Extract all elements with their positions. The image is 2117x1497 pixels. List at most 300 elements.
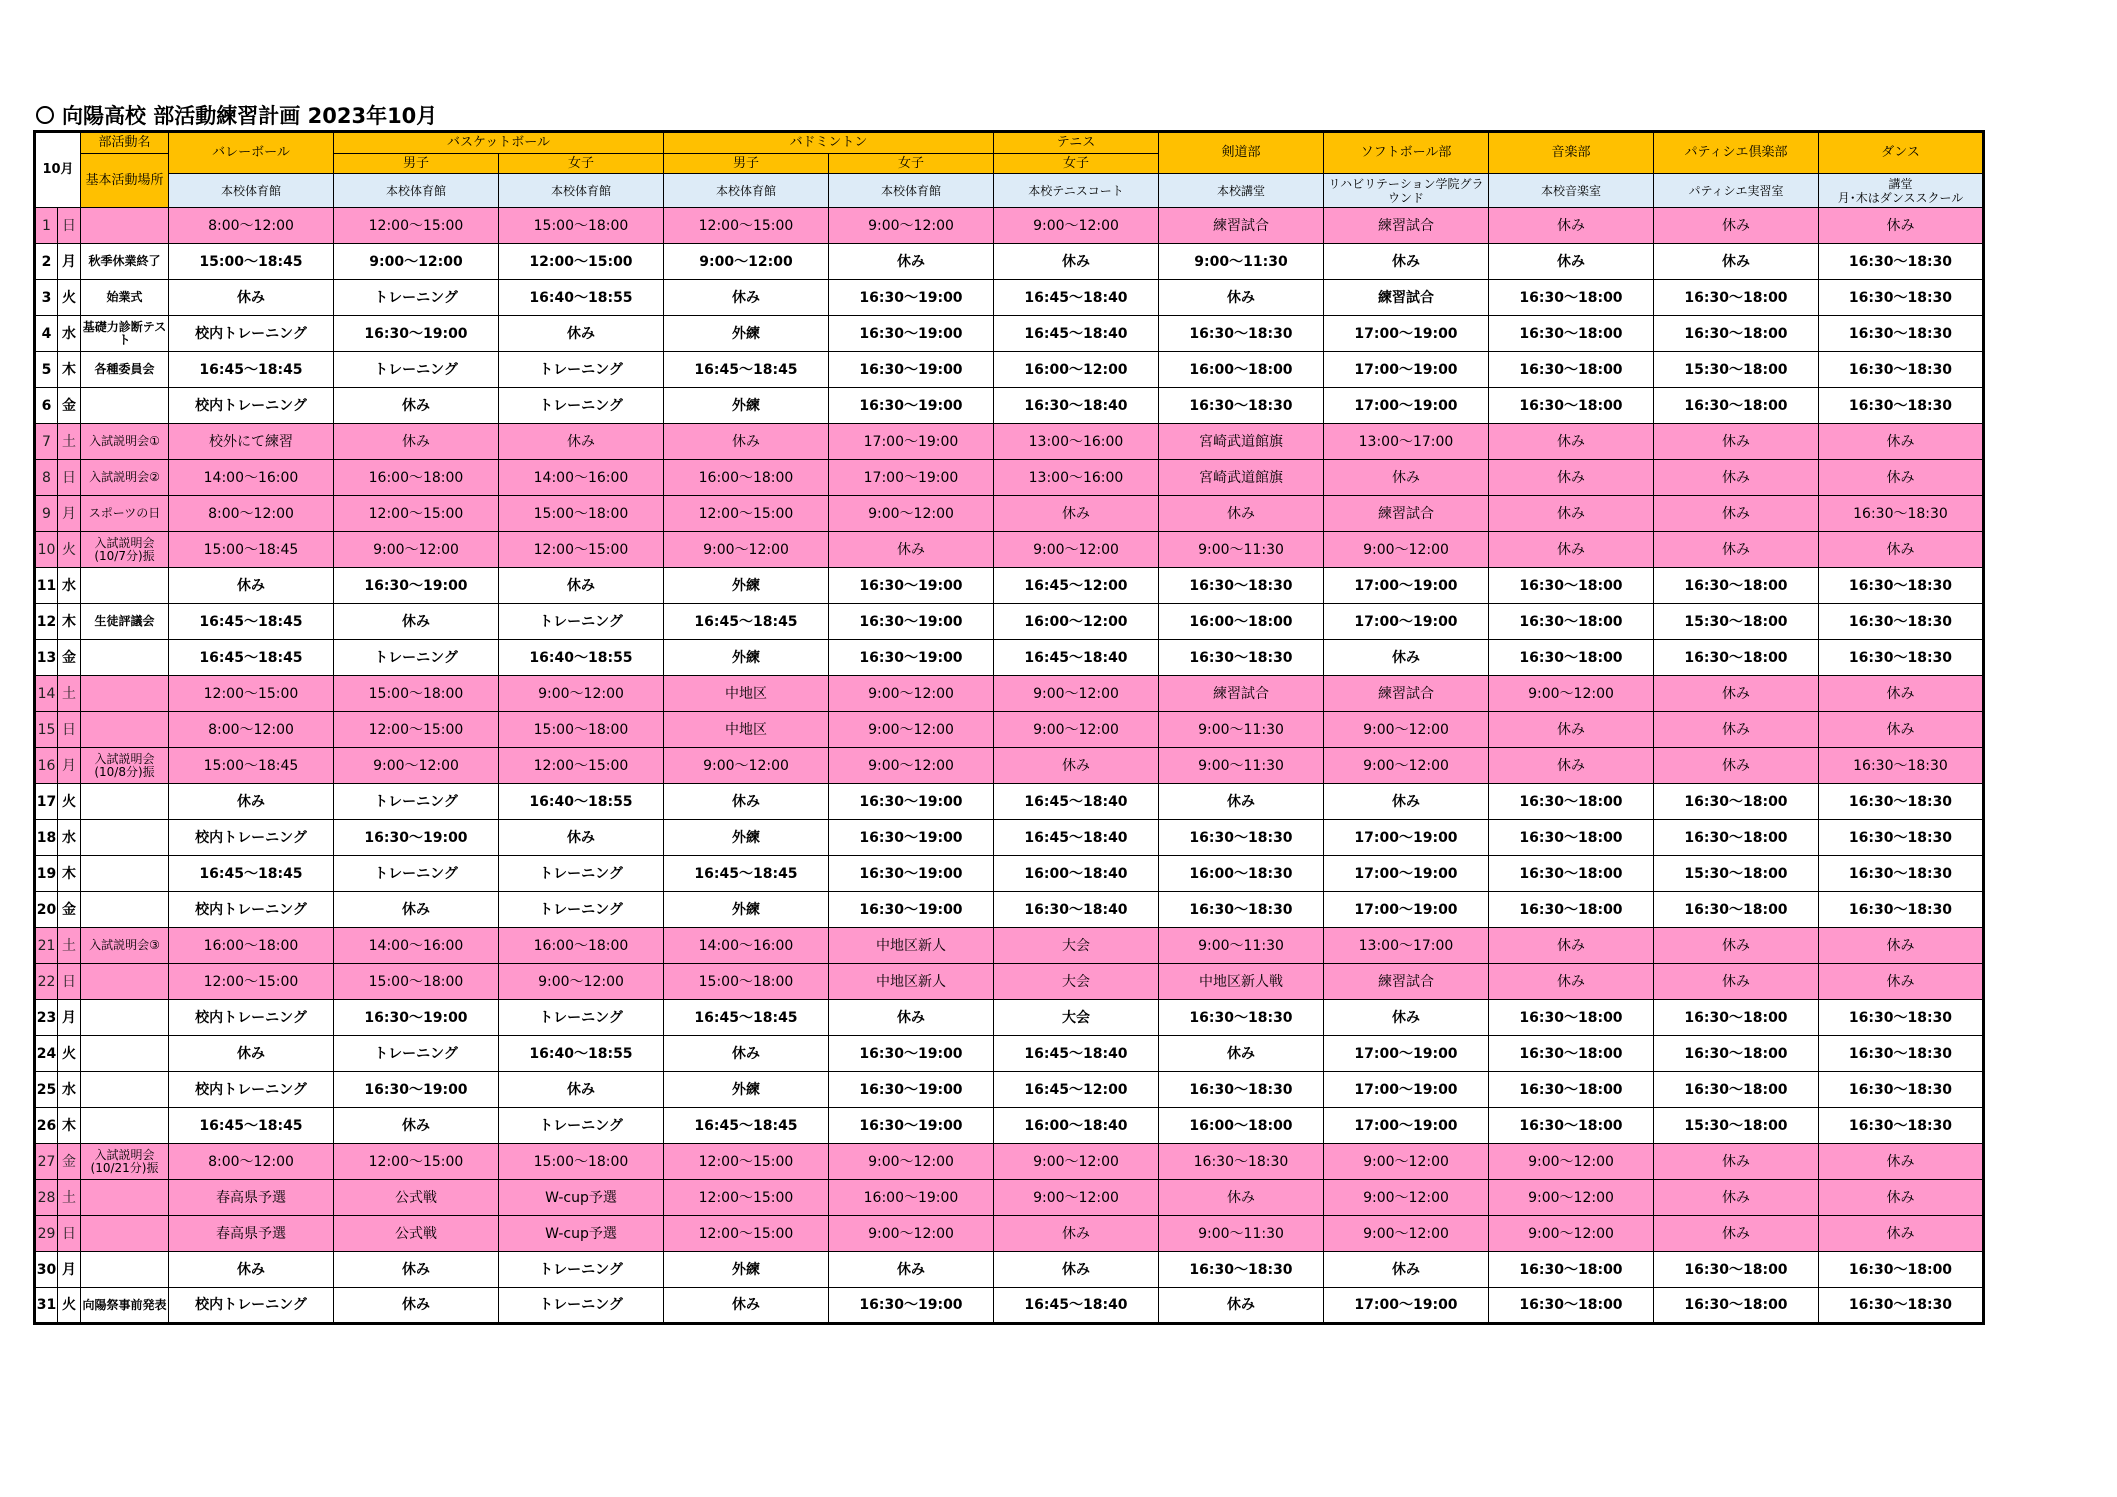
circle-bullet-icon: [36, 106, 54, 124]
day-number: 21: [35, 928, 58, 964]
schedule-cell: 16:00～18:00: [169, 928, 334, 964]
schedule-cell: 16:30～18:30: [1159, 316, 1324, 352]
schedule-cell: 休み: [1654, 244, 1819, 280]
schedule-cell: 16:40～18:55: [499, 280, 664, 316]
schedule-cell: 休み: [1489, 928, 1654, 964]
schedule-cell: 休み: [1819, 1216, 1984, 1252]
schedule-cell: 宮崎武道館旗: [1159, 424, 1324, 460]
schedule-cell: 9:00～12:00: [1324, 532, 1489, 568]
schedule-cell: 16:30～18:30: [1819, 1036, 1984, 1072]
schedule-cell: 16:40～18:55: [499, 784, 664, 820]
schedule-cell: 休み: [1159, 496, 1324, 532]
schedule-cell: 休み: [1654, 460, 1819, 496]
location-cell: 本校講堂: [1159, 174, 1324, 208]
table-row: [35, 1036, 1984, 1072]
event-cell: 生徒評議会: [81, 604, 169, 640]
schedule-cell: 16:30～18:00: [1654, 316, 1819, 352]
schedule-cell: 8:00～12:00: [169, 208, 334, 244]
schedule-cell: 17:00～19:00: [1324, 568, 1489, 604]
schedule-cell: 9:00～12:00: [829, 748, 994, 784]
schedule-cell: 17:00～19:00: [1324, 604, 1489, 640]
day-number: 1: [35, 208, 58, 244]
schedule-cell: 17:00～19:00: [1324, 820, 1489, 856]
event-cell: 秋季休業終了: [81, 244, 169, 280]
day-number: 22: [35, 964, 58, 1000]
schedule-cell: 16:30～18:00: [1489, 640, 1654, 676]
schedule-cell: 16:45～12:00: [994, 1072, 1159, 1108]
schedule-cell: 休み: [169, 568, 334, 604]
weekday: 金: [58, 1144, 81, 1180]
event-cell: 基礎力診断テスト: [81, 316, 169, 352]
schedule-cell: 16:00～18:40: [994, 1108, 1159, 1144]
club-badminton: バドミントン: [664, 132, 994, 154]
schedule-cell: 休み: [1654, 1216, 1819, 1252]
schedule-cell: 16:45～18:40: [994, 784, 1159, 820]
schedule-cell: 校内トレーニング: [169, 388, 334, 424]
day-number: 31: [35, 1288, 58, 1324]
schedule-cell: 16:30～18:00: [1489, 784, 1654, 820]
weekday: 月: [58, 1252, 81, 1288]
schedule-cell: 16:30～19:00: [829, 1108, 994, 1144]
schedule-cell: 16:30～18:30: [1159, 388, 1324, 424]
schedule-cell: 8:00～12:00: [169, 1144, 334, 1180]
schedule-cell: 15:00～18:00: [499, 496, 664, 532]
schedule-cell: 練習試合: [1324, 280, 1489, 316]
table-row: [35, 352, 1984, 388]
schedule-cell: 9:00～12:00: [994, 1144, 1159, 1180]
schedule-cell: 休み: [994, 244, 1159, 280]
page-title: [36, 100, 437, 130]
schedule-cell: 休み: [1819, 712, 1984, 748]
schedule-cell: 16:00～12:00: [994, 604, 1159, 640]
schedule-cell: 15:00～18:00: [334, 964, 499, 1000]
table-row: [35, 568, 1984, 604]
schedule-cell: 16:30～19:00: [829, 892, 994, 928]
schedule-cell: 16:00～18:00: [1159, 604, 1324, 640]
schedule-cell: 休み: [1489, 712, 1654, 748]
schedule-cell: トレーニング: [334, 856, 499, 892]
event-cell: 入試説明会①: [81, 424, 169, 460]
sub-badminton-girls: 女子: [829, 154, 994, 174]
schedule-cell: 12:00～15:00: [664, 1216, 829, 1252]
schedule-cell: 9:00～12:00: [1324, 1180, 1489, 1216]
location-cell: 本校体育館: [664, 174, 829, 208]
weekday: 日: [58, 712, 81, 748]
schedule-cell: トレーニング: [499, 1288, 664, 1324]
schedule-cell: 16:30～18:30: [1819, 280, 1984, 316]
schedule-cell: トレーニング: [499, 892, 664, 928]
schedule-cell: 16:30～18:30: [1819, 1288, 1984, 1324]
schedule-cell: 13:00～17:00: [1324, 424, 1489, 460]
schedule-cell: トレーニング: [499, 352, 664, 388]
schedule-cell: 15:00～18:45: [169, 748, 334, 784]
event-cell: [81, 640, 169, 676]
schedule-cell: 9:00～12:00: [829, 208, 994, 244]
schedule-cell: 16:30～18:30: [1819, 892, 1984, 928]
schedule-cell: 16:30～19:00: [829, 1072, 994, 1108]
schedule-cell: 公式戦: [334, 1180, 499, 1216]
schedule-cell: 休み: [1489, 460, 1654, 496]
schedule-cell: 休み: [1819, 460, 1984, 496]
schedule-cell: 中地区新人: [829, 928, 994, 964]
schedule-cell: 休み: [1159, 784, 1324, 820]
table-row: [35, 784, 1984, 820]
schedule-cell: 休み: [1654, 964, 1819, 1000]
table-row: [35, 388, 1984, 424]
schedule-cell: トレーニング: [334, 352, 499, 388]
day-number: 26: [35, 1108, 58, 1144]
schedule-cell: 休み: [664, 784, 829, 820]
day-number: 9: [35, 496, 58, 532]
schedule-cell: 9:00～12:00: [1324, 712, 1489, 748]
schedule-cell: 休み: [1324, 640, 1489, 676]
schedule-cell: 12:00～15:00: [664, 1144, 829, 1180]
day-number: 30: [35, 1252, 58, 1288]
event-cell: [81, 784, 169, 820]
schedule-cell: 休み: [334, 1288, 499, 1324]
schedule-cell: 練習試合: [1159, 676, 1324, 712]
schedule-cell: 休み: [829, 244, 994, 280]
schedule-cell: 9:00～12:00: [829, 1144, 994, 1180]
schedule-cell: 16:30～18:40: [994, 892, 1159, 928]
club-kendo: 剣道部: [1159, 132, 1324, 174]
schedule-cell: 練習試合: [1324, 208, 1489, 244]
day-number: 27: [35, 1144, 58, 1180]
day-number: 5: [35, 352, 58, 388]
schedule-cell: 12:00～15:00: [334, 208, 499, 244]
schedule-cell: 休み: [1654, 712, 1819, 748]
schedule-cell: 休み: [169, 784, 334, 820]
schedule-cell: 春高県予選: [169, 1180, 334, 1216]
schedule-cell: 16:00～18:00: [664, 460, 829, 496]
schedule-cell: 16:30～19:00: [829, 820, 994, 856]
table-row: [35, 856, 1984, 892]
schedule-cell: 16:30～19:00: [829, 784, 994, 820]
schedule-cell: 16:30～19:00: [334, 316, 499, 352]
schedule-cell: 16:30～18:30: [1159, 640, 1324, 676]
weekday: 火: [58, 280, 81, 316]
weekday: 火: [58, 532, 81, 568]
schedule-cell: 16:30～18:00: [1489, 388, 1654, 424]
schedule-cell: 校内トレーニング: [169, 1072, 334, 1108]
month-label: 10月: [35, 132, 81, 208]
schedule-cell: 16:30～18:00: [1489, 604, 1654, 640]
schedule-cell: 休み: [1159, 1288, 1324, 1324]
weekday: 日: [58, 208, 81, 244]
event-cell: [81, 712, 169, 748]
day-number: 8: [35, 460, 58, 496]
schedule-cell: 8:00～12:00: [169, 712, 334, 748]
day-number: 20: [35, 892, 58, 928]
table-row: [35, 316, 1984, 352]
schedule-cell: 16:45～18:45: [664, 352, 829, 388]
schedule-cell: 13:00～16:00: [994, 424, 1159, 460]
schedule-cell: 16:30～18:00: [1654, 280, 1819, 316]
event-cell: [81, 568, 169, 604]
schedule-cell: トレーニング: [499, 1000, 664, 1036]
weekday: 土: [58, 676, 81, 712]
schedule-cell: トレーニング: [499, 856, 664, 892]
schedule-cell: 休み: [1489, 748, 1654, 784]
schedule-cell: 16:45～18:45: [169, 352, 334, 388]
schedule-cell: トレーニング: [334, 640, 499, 676]
schedule-cell: 16:30～18:30: [1819, 640, 1984, 676]
schedule-cell: 休み: [1324, 244, 1489, 280]
schedule-cell: 16:45～18:45: [664, 856, 829, 892]
schedule-cell: 休み: [334, 1108, 499, 1144]
event-cell: [81, 1252, 169, 1288]
schedule-cell: 9:00～12:00: [994, 1180, 1159, 1216]
day-number: 7: [35, 424, 58, 460]
event-cell: [81, 1000, 169, 1036]
schedule-cell: 17:00～19:00: [1324, 1072, 1489, 1108]
schedule-cell: 外練: [664, 388, 829, 424]
event-cell: [81, 1108, 169, 1144]
location-cell: 本校体育館: [334, 174, 499, 208]
schedule-cell: 16:00～19:00: [829, 1180, 994, 1216]
schedule-cell: 16:30～18:30: [1159, 1144, 1324, 1180]
event-cell: [81, 1036, 169, 1072]
schedule-cell: 16:30～18:00: [1654, 1252, 1819, 1288]
schedule-cell: 16:30～19:00: [334, 1000, 499, 1036]
club-softball: ソフトボール部: [1324, 132, 1489, 174]
schedule-cell: 12:00～15:00: [334, 1144, 499, 1180]
table-row: [35, 1072, 1984, 1108]
schedule-cell: 9:00～12:00: [994, 676, 1159, 712]
schedule-cell: 16:30～18:00: [1489, 1036, 1654, 1072]
schedule-cell: 9:00～11:30: [1159, 748, 1324, 784]
schedule-cell: 16:30～18:00: [1654, 388, 1819, 424]
schedule-cell: 16:30～19:00: [829, 856, 994, 892]
schedule-cell: 練習試合: [1159, 208, 1324, 244]
schedule-cell: 9:00～12:00: [829, 496, 994, 532]
schedule-cell: 校内トレーニング: [169, 820, 334, 856]
schedule-cell: 中地区新人戦: [1159, 964, 1324, 1000]
schedule-cell: 休み: [1654, 1180, 1819, 1216]
schedule-cell: 休み: [1489, 496, 1654, 532]
schedule-cell: 16:30～18:00: [1489, 1072, 1654, 1108]
event-cell: [81, 856, 169, 892]
schedule-cell: 16:45～18:40: [994, 1288, 1159, 1324]
weekday: 月: [58, 496, 81, 532]
table-row: [35, 1108, 1984, 1144]
schedule-cell: 16:30～18:00: [1489, 1252, 1654, 1288]
schedule-cell: 休み: [994, 496, 1159, 532]
weekday: 木: [58, 604, 81, 640]
weekday: 水: [58, 1072, 81, 1108]
weekday: 月: [58, 748, 81, 784]
schedule-cell: 休み: [1159, 280, 1324, 316]
schedule-cell: 休み: [1819, 1144, 1984, 1180]
schedule-cell: 17:00～19:00: [1324, 352, 1489, 388]
schedule-cell: 16:30～19:00: [829, 352, 994, 388]
event-cell: スポーツの日: [81, 496, 169, 532]
schedule-cell: 休み: [1819, 532, 1984, 568]
schedule-cell: 15:00～18:00: [499, 208, 664, 244]
schedule-cell: 12:00～15:00: [499, 532, 664, 568]
location-label: 基本活動場所: [81, 154, 169, 208]
schedule-table: [33, 130, 1985, 1325]
weekday: 木: [58, 856, 81, 892]
schedule-cell: 中地区: [664, 712, 829, 748]
sub-basketball-girls: 女子: [499, 154, 664, 174]
schedule-cell: 9:00～12:00: [1489, 1144, 1654, 1180]
schedule-cell: 12:00～15:00: [334, 496, 499, 532]
table-row: [35, 820, 1984, 856]
schedule-cell: 17:00～19:00: [1324, 388, 1489, 424]
weekday: 月: [58, 1000, 81, 1036]
table-row: [35, 496, 1984, 532]
schedule-cell: 14:00～16:00: [664, 928, 829, 964]
schedule-cell: トレーニング: [499, 604, 664, 640]
schedule-cell: 15:30～18:00: [1654, 352, 1819, 388]
schedule-cell: 15:00～18:45: [169, 244, 334, 280]
schedule-cell: 16:30～18:00: [1489, 280, 1654, 316]
page-title-text: 向陽高校 部活動練習計画 2023年10月: [62, 104, 438, 128]
schedule-cell: 休み: [1819, 676, 1984, 712]
schedule-cell: 16:30～18:00: [1489, 1288, 1654, 1324]
schedule-cell: 外練: [664, 1252, 829, 1288]
table-row: [35, 244, 1984, 280]
schedule-cell: 16:30～18:30: [1159, 1252, 1324, 1288]
day-number: 11: [35, 568, 58, 604]
schedule-cell: 休み: [1489, 964, 1654, 1000]
location-cell: 本校体育館: [169, 174, 334, 208]
day-number: 28: [35, 1180, 58, 1216]
location-cell: 本校音楽室: [1489, 174, 1654, 208]
schedule-cell: 16:30～18:30: [1159, 568, 1324, 604]
weekday: 木: [58, 352, 81, 388]
schedule-cell: 休み: [664, 1036, 829, 1072]
schedule-cell: 16:30～18:00: [1654, 820, 1819, 856]
schedule-cell: 15:00～18:00: [334, 676, 499, 712]
table-row: [35, 748, 1984, 784]
schedule-cell: 9:00～11:30: [1159, 244, 1324, 280]
schedule-cell: 休み: [1654, 424, 1819, 460]
weekday: 日: [58, 1216, 81, 1252]
schedule-cell: 宮崎武道館旗: [1159, 460, 1324, 496]
schedule-cell: 16:30～18:30: [1819, 1000, 1984, 1036]
schedule-cell: 12:00～15:00: [499, 748, 664, 784]
table-row: [35, 424, 1984, 460]
club-tennis: テニス: [994, 132, 1159, 154]
weekday: 月: [58, 244, 81, 280]
schedule-cell: 休み: [1159, 1036, 1324, 1072]
schedule-cell: 13:00～17:00: [1324, 928, 1489, 964]
schedule-cell: 休み: [1819, 1180, 1984, 1216]
event-cell: 入試説明会②: [81, 460, 169, 496]
weekday: 水: [58, 568, 81, 604]
table-row: [35, 532, 1984, 568]
event-cell: 入試説明会(10/7分)振: [81, 532, 169, 568]
day-number: 18: [35, 820, 58, 856]
schedule-cell: 16:30～18:30: [1159, 892, 1324, 928]
schedule-cell: 12:00～15:00: [499, 244, 664, 280]
schedule-cell: 休み: [499, 316, 664, 352]
schedule-cell: 9:00～12:00: [829, 676, 994, 712]
schedule-cell: 17:00～19:00: [1324, 892, 1489, 928]
table-row: [35, 928, 1984, 964]
schedule-cell: 9:00～11:30: [1159, 532, 1324, 568]
schedule-cell: 16:30～18:00: [1489, 892, 1654, 928]
schedule-cell: 校内トレーニング: [169, 316, 334, 352]
schedule-cell: 16:45～18:45: [169, 856, 334, 892]
schedule-cell: 休み: [1324, 1252, 1489, 1288]
schedule-cell: 外練: [664, 892, 829, 928]
schedule-cell: 15:30～18:00: [1654, 856, 1819, 892]
schedule-cell: 休み: [169, 1252, 334, 1288]
schedule-cell: 16:00～12:00: [994, 352, 1159, 388]
schedule-cell: 休み: [1654, 676, 1819, 712]
schedule-cell: 16:30～18:30: [1819, 496, 1984, 532]
schedule-cell: 休み: [1654, 496, 1819, 532]
schedule-cell: 16:30～18:30: [1819, 604, 1984, 640]
schedule-cell: 17:00～19:00: [1324, 856, 1489, 892]
schedule-cell: 9:00～12:00: [1489, 1216, 1654, 1252]
schedule-cell: 休み: [1324, 784, 1489, 820]
schedule-cell: 休み: [829, 1000, 994, 1036]
schedule-cell: トレーニング: [499, 1252, 664, 1288]
schedule-cell: 14:00～16:00: [499, 460, 664, 496]
club-basketball: バスケットボール: [334, 132, 664, 154]
schedule-cell: 16:30～18:00: [1654, 1072, 1819, 1108]
schedule-cell: 練習試合: [1324, 496, 1489, 532]
schedule-cell: 16:30～18:30: [1819, 1108, 1984, 1144]
schedule-cell: 12:00～15:00: [169, 964, 334, 1000]
table-row: [35, 1180, 1984, 1216]
schedule-cell: 休み: [664, 280, 829, 316]
schedule-cell: 16:30～18:30: [1159, 1000, 1324, 1036]
schedule-cell: 16:30～19:00: [829, 1036, 994, 1072]
schedule-cell: 9:00～12:00: [829, 712, 994, 748]
schedule-cell: 休み: [334, 892, 499, 928]
weekday: 木: [58, 1108, 81, 1144]
table-row: [35, 640, 1984, 676]
table-row: [35, 712, 1984, 748]
weekday: 土: [58, 928, 81, 964]
schedule-cell: 17:00～19:00: [1324, 1288, 1489, 1324]
schedule-cell: 16:00～18:00: [1159, 352, 1324, 388]
schedule-cell: 休み: [1654, 532, 1819, 568]
schedule-cell: 16:30～18:00: [1654, 1000, 1819, 1036]
schedule-cell: 16:30～19:00: [829, 280, 994, 316]
schedule-cell: 16:30～18:40: [994, 388, 1159, 424]
weekday: 日: [58, 460, 81, 496]
schedule-cell: トレーニング: [499, 1108, 664, 1144]
schedule-cell: 17:00～19:00: [829, 424, 994, 460]
schedule-cell: 15:00～18:00: [664, 964, 829, 1000]
day-number: 14: [35, 676, 58, 712]
schedule-cell: 17:00～19:00: [1324, 1108, 1489, 1144]
schedule-cell: 休み: [334, 424, 499, 460]
schedule-cell: トレーニング: [499, 388, 664, 424]
schedule-cell: 16:30～18:30: [1819, 568, 1984, 604]
day-number: 4: [35, 316, 58, 352]
schedule-cell: 中地区: [664, 676, 829, 712]
schedule-cell: 16:30～18:30: [1819, 388, 1984, 424]
event-cell: [81, 208, 169, 244]
schedule-cell: 16:30～18:00: [1489, 316, 1654, 352]
schedule-cell: 休み: [1159, 1180, 1324, 1216]
event-cell: 始業式: [81, 280, 169, 316]
schedule-cell: 16:45～18:45: [664, 1108, 829, 1144]
schedule-cell: 16:30～18:00: [1654, 1036, 1819, 1072]
schedule-cell: 外練: [664, 316, 829, 352]
event-cell: [81, 1216, 169, 1252]
day-number: 16: [35, 748, 58, 784]
schedule-cell: 16:30～18:30: [1819, 748, 1984, 784]
schedule-cell: 16:45～18:40: [994, 316, 1159, 352]
